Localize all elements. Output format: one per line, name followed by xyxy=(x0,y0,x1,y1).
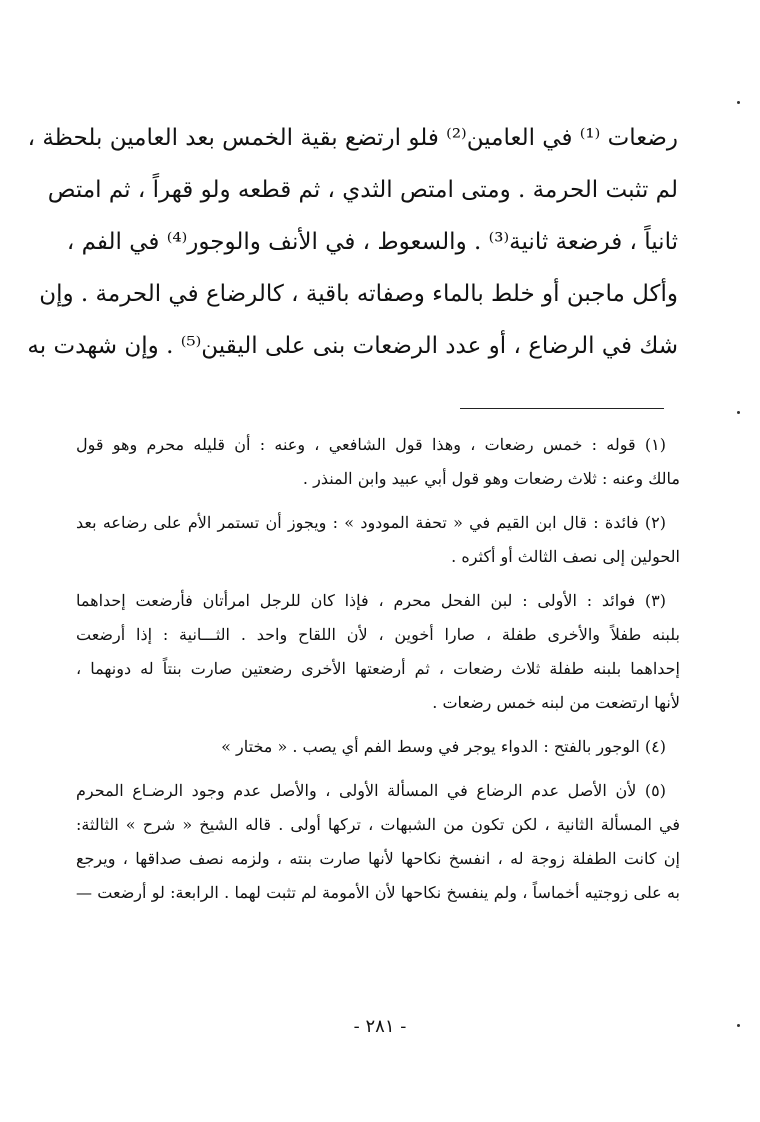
footnote-line: (١) قوله : خمس رضعات ، وهذا قول الشافعي ، وعنه : أن قليله محرم وهو قول xyxy=(76,435,666,454)
footnote-line: (٣) فوائد : الأولى : لبن الفحل محرم ، فإذا كان للرجل امرأتان فأرضعت إحداهما xyxy=(76,591,666,610)
main-text-line: وأكل ماجبن أو خلط بالماء وصفاته باقية ، كالرضاع في الحرمة . وإن xyxy=(39,281,678,307)
footnote-separator xyxy=(460,408,664,409)
footnote-line: بلبنه طفلاً والأخرى طفلة ، صارا أخوين ، لأن اللقاح واحد . الثـــانية : إذا أرضعت xyxy=(76,625,680,644)
footnote-5 xyxy=(76,774,680,910)
main-text-line: رضعات ⁽¹⁾ في العامين⁽²⁾ فلو ارتضع بقية الخمس بعد العامين بلحظة ، xyxy=(27,125,678,151)
footnote-2 xyxy=(76,506,680,574)
footnote-line: في المسألة الثانية ، لكن تكون من الشبهات ، تركها أولى . قاله الشيخ « شرح » الثالثة: xyxy=(76,815,680,834)
footnote-line: إن كانت الطفلة زوجة له ، انفسخ نكاحها لأنها صارت بنته ، ولزمه نصف صداقها ، ويرجع xyxy=(76,849,680,868)
footnote-line: (٢) فائدة : قال ابن القيم في « تحفة المودود » : ويجوز أن تستمر الأم على رضاعه بعد xyxy=(76,513,667,532)
main-text-line: شك في الرضاع ، أو عدد الرضعات بنى على اليقين⁽⁵⁾ . وإن شهدت به xyxy=(27,333,678,359)
margin-mark xyxy=(737,101,740,104)
footnote-1 xyxy=(76,428,680,496)
page-number: - ٢٨١ - xyxy=(353,1016,407,1037)
footnote-line: مالك وعنه : ثلاث رضعات وهو قول أبي عبيد وابن المنذر . xyxy=(302,469,680,488)
footnote-line: الحولين إلى نصف الثالث أو أكثره . xyxy=(451,547,680,566)
footnote-line: لأنها ارتضعت من لبنه خمس رضعات . xyxy=(432,693,680,712)
main-text xyxy=(27,112,678,372)
footnote-3 xyxy=(76,584,680,720)
footnote-line: (٤) الوجور بالفتح : الدواء يوجر في وسط الفم أي يصب . « مختار » xyxy=(221,737,666,756)
footnote-4 xyxy=(76,730,680,764)
footnotes xyxy=(76,428,680,920)
footnote-line: (٥) لأن الأصل عدم الرضاع في المسألة الأولى ، والأصل عدم وجود الرضـاع المحرم xyxy=(76,781,666,800)
margin-mark xyxy=(737,411,740,414)
footnote-line: إحداهما بلبنه طفلة ثلاث رضعات ، ثم أرضعتها الأخرى رضعتين صارت بنتاً له دونهما ، xyxy=(76,659,680,678)
footnote-line: به على زوجتيه أخماساً ، ولم ينفسخ نكاحها لأن الأمومة لم تثبت لهما . الرابعة: لو أرضعت — xyxy=(76,883,680,902)
main-text-line: لم تثبت الحرمة . ومتى امتص الثدي ، ثم قطعه ولو قهراً ، ثم امتص xyxy=(47,177,678,203)
main-text-line: ثانياً ، فرضعة ثانية⁽³⁾ . والسعوط ، في الأنف والوجور⁽⁴⁾ في الفم ، xyxy=(66,229,678,255)
